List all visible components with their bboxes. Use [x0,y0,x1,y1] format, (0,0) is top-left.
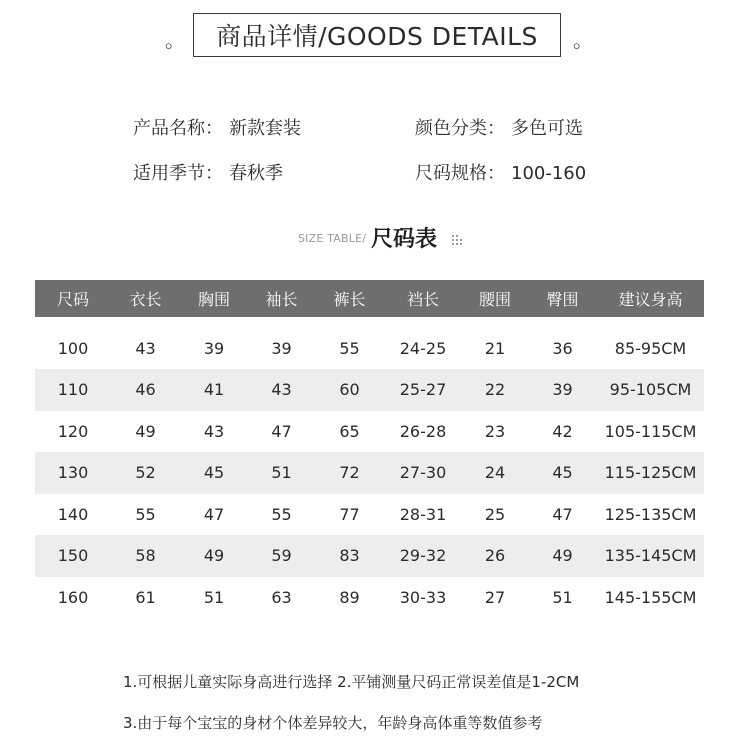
table-cell: 49 [180,535,248,577]
info-size-range [415,159,586,185]
table-cell: 27-30 [384,452,462,494]
table-cell: 160 [57,587,89,607]
table-cell: 41 [180,369,248,411]
table-cell: 46 [111,369,180,411]
table-row [35,411,704,453]
table-row [35,535,704,577]
table-cell: 58 [111,535,180,577]
table-row [35,369,704,411]
column-header: 尺码 [35,280,111,317]
table-cell: 25-27 [384,369,462,411]
table-cell: 27 [484,587,506,607]
table-cell: 55 [135,504,156,524]
table-cell: 49 [135,421,156,441]
table-cell: 140 [57,504,89,524]
table-cell: 47 [552,504,573,524]
dot-grid-icon [452,235,462,245]
table-cell: 26-28 [399,421,447,441]
table-cell: 42 [552,421,573,441]
column-header: 腰围 [462,280,528,317]
table-cell: 45 [180,452,248,494]
table-cell: 72 [315,452,384,494]
table-cell: 105-115CM [604,421,697,441]
table-cell: 89 [339,587,360,607]
table-row [35,577,704,619]
table-row [35,494,704,536]
table-cell: 47 [203,504,225,524]
table-row [35,317,704,369]
table-cell: 39 [271,338,292,358]
table-cell: 43 [248,369,315,411]
table-cell: 49 [528,535,597,577]
column-header: 裆长 [384,280,462,317]
info-label: 产品名称： [133,118,223,139]
table-cell: 51 [248,452,315,494]
column-header: 建议身高 [597,280,704,317]
column-header: 衣长 [111,280,180,317]
table-cell: 28-31 [399,504,447,524]
info-product-name [133,114,301,140]
info-value: 新款套装 [229,118,301,139]
size-table-title: 尺码表 [371,227,438,252]
column-header: 臀围 [528,280,597,317]
table-cell: 55 [271,504,292,524]
size-table-subtitle: SIZE TABLE/ [298,232,367,245]
table-cell: 130 [35,452,111,494]
note-line: 1.可根据儿童实际身高进行选择 2.平铺测量尺码正常误差值是1-2CM [123,673,580,691]
table-cell: 77 [339,504,360,524]
info-label: 尺码规格： [415,163,505,184]
info-value: 多色可选 [511,118,583,139]
page-title: 商品详情/GOODS DETAILS [193,13,561,57]
table-cell: 43 [135,338,156,358]
table-cell: 55 [339,338,360,358]
table-cell: 52 [111,452,180,494]
table-cell: 47 [271,421,292,441]
table-cell: 145-155CM [604,587,697,607]
table-cell: 51 [552,587,573,607]
table-cell: 29-32 [384,535,462,577]
table-cell: 85-95CM [614,338,687,358]
table-cell: 135-145CM [597,535,704,577]
table-cell: 150 [35,535,111,577]
table-cell: 100 [57,338,89,358]
decorative-dot: 。 [573,28,593,52]
info-label: 颜色分类： [415,118,505,139]
table-cell: 21 [484,338,506,358]
column-header: 胸围 [180,280,248,317]
table-cell: 115-125CM [597,452,704,494]
table-cell: 83 [315,535,384,577]
table-cell: 26 [462,535,528,577]
table-cell: 65 [339,421,360,441]
info-season [133,159,283,185]
table-cell: 125-135CM [604,504,697,524]
table-cell: 45 [528,452,597,494]
table-cell: 25 [484,504,506,524]
table-cell: 59 [248,535,315,577]
table-cell: 36 [552,338,573,358]
table-row [35,452,704,494]
table-cell: 39 [203,338,225,358]
note-line: 3.由于每个宝宝的身材个体差异较大，年龄身高体重等数值参考 [123,714,543,732]
table-cell: 39 [528,369,597,411]
table-cell: 22 [462,369,528,411]
info-value: 100-160 [511,163,587,184]
table-cell: 63 [271,587,292,607]
table-header-row [35,280,704,317]
info-value: 春秋季 [229,163,283,184]
table-cell: 24-25 [399,338,447,358]
table-cell: 30-33 [399,587,447,607]
decorative-dot: 。 [165,28,185,52]
column-header: 袖长 [248,280,315,317]
page-header [0,13,750,59]
table-cell: 95-105CM [597,369,704,411]
table-cell: 23 [484,421,506,441]
table-cell: 60 [315,369,384,411]
table-cell: 24 [462,452,528,494]
table-cell: 43 [203,421,225,441]
table-cell: 110 [35,369,111,411]
table-cell: 51 [203,587,225,607]
info-color [415,114,583,140]
table-cell: 61 [135,587,156,607]
size-table [35,280,704,618]
table-cell: 120 [57,421,89,441]
info-label: 适用季节： [133,163,223,184]
size-table-heading [0,222,750,252]
column-header: 裤长 [315,280,384,317]
